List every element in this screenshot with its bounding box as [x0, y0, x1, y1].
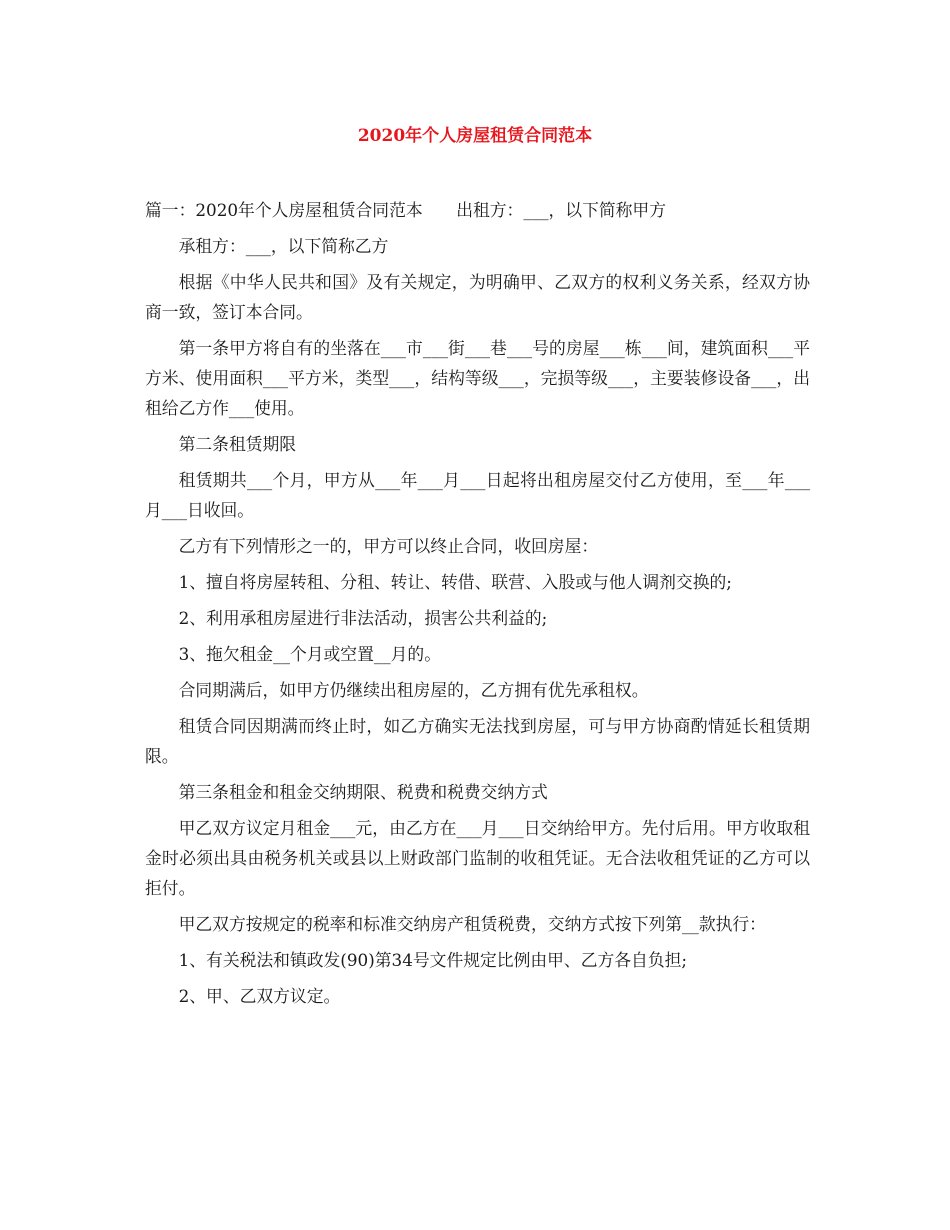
paragraph-priority-right: 合同期满后，如甲方仍继续出租房屋的，乙方拥有优先承租权。 [178, 680, 649, 700]
paragraph-intro: 篇一：2020年个人房屋租赁合同范本 出租方：___，以下简称甲方 [145, 200, 666, 220]
paragraph-lessee: 承租方：___，以下简称乙方 [178, 236, 389, 256]
paragraph-rent: 甲乙双方议定月租金___元，由乙方在___月___日交纳给甲方。先付后用。甲方收取租金时必须出具由税务机关或县以上财政部门监制的收租凭证。无合法收租凭证的乙方可以拒付。 [145, 818, 810, 898]
list-item-1: 1、擅自将房屋转租、分租、转让、转借、联营、入股或与他人调剂交换的; [178, 572, 732, 592]
paragraph-lease-term: 租赁期共___个月，甲方从___年___月___日起将出租房屋交付乙方使用，至___年___月___日收回。 [145, 470, 810, 520]
list-item-3: 3、拖欠租金__个月或空置__月的。 [178, 644, 441, 664]
paragraph-tax: 甲乙双方按规定的税率和标准交纳房产租赁税费，交纳方式按下列第__款执行： [178, 914, 766, 934]
paragraph-article-2-heading: 第二条租赁期限 [178, 434, 297, 454]
document-title: 2020年个人房屋租赁合同范本 [357, 126, 593, 146]
paragraph-extension: 租赁合同因期满而终止时，如乙方确实无法找到房屋，可与甲方协商酌情延长租赁期限。 [145, 716, 810, 766]
paragraph-basis: 根据《中华人民共和国》及有关规定，为明确甲、乙双方的权利义务关系，经双方协商一致，签订本合同。 [145, 272, 810, 322]
list-item-2: 2、利用承租房屋进行非法活动，损害公共利益的; [178, 608, 548, 628]
tax-item-2: 2、甲、乙双方议定。 [178, 986, 341, 1006]
paragraph-article-1: 第一条甲方将自有的坐落在___市___街___巷___号的房屋___栋___间，建筑面积___平方米、使用面积___平方米，类型___，结构等级___，完损等级___，主要装修设备___，出租给乙方作___使用。 [145, 338, 810, 418]
tax-item-1: 1、有关税法和镇政发(90)第34号文件规定比例由甲、乙方各自负担; [178, 950, 688, 970]
paragraph-termination-conditions: 乙方有下列情形之一的，甲方可以终止合同，收回房屋： [178, 536, 599, 556]
document-body [145, 195, 810, 1017]
paragraph-article-3-heading: 第三条租金和租金交纳期限、税费和税费交纳方式 [178, 782, 548, 802]
